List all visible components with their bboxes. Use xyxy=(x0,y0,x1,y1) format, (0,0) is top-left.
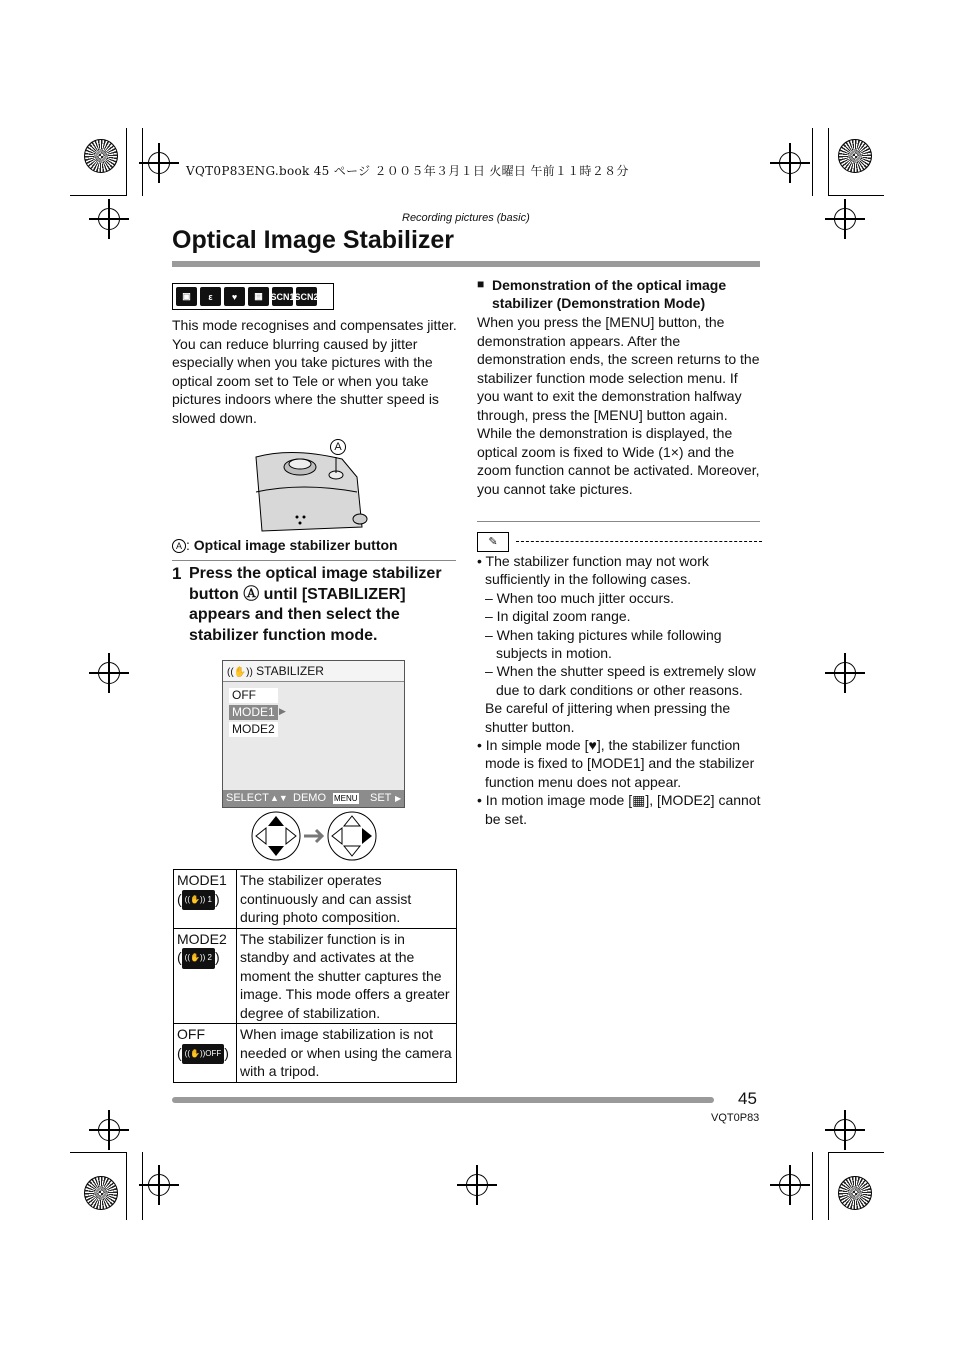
divider xyxy=(477,521,760,522)
cursor-pad-illustration xyxy=(250,810,380,862)
list-item: – When the shutter speed is extremely slow due to dark conditions or other reasons. xyxy=(485,663,756,698)
chevron-right-icon: ▶ xyxy=(279,706,286,716)
table-row xyxy=(174,928,457,1024)
notes-list xyxy=(477,552,762,828)
notes-dashed-rule xyxy=(516,541,762,542)
color-rose-mark xyxy=(84,139,118,173)
description-cell: When image stabilization is not needed or when using the camera with a tripod. xyxy=(237,1024,457,1083)
applicable-modes xyxy=(172,283,334,310)
menu-header xyxy=(223,661,404,682)
up-down-icon: ▲▼ xyxy=(270,793,288,803)
stabilizer-menu-screen xyxy=(222,660,405,808)
document-code: VQT0P83 xyxy=(711,1112,760,1124)
camera-icon: ▣ xyxy=(176,287,197,306)
camera-illustration xyxy=(252,437,372,533)
registration-mark xyxy=(834,1119,856,1141)
simple-mode-icon: ♥ xyxy=(588,737,597,754)
square-bullet-icon: ■ xyxy=(477,277,485,291)
demo-text: When you press the [MENU] button, the demonstration appears. After the demonstration ends, the screen returns to the stabilizer function mode selection menu. If you want to exit the demonstration halfway through, press the [MENU] button again. While the demonstration is displayed, the optical zoom is fixed to Wide (1×) and the zoom function cannot be activated. Moreover, you cannot take pictures. xyxy=(477,314,760,497)
table-row xyxy=(174,1024,457,1083)
registration-mark xyxy=(779,1174,801,1196)
economy-icon: ε xyxy=(200,287,221,306)
color-rose-mark xyxy=(838,1176,872,1210)
divider xyxy=(172,560,456,561)
scene1-icon: SCN1 xyxy=(272,287,293,306)
registration-mark xyxy=(834,662,856,684)
page-number: 45 xyxy=(738,1089,757,1108)
registration-mark xyxy=(779,152,801,174)
motion-image-icon: ▦ xyxy=(632,792,646,809)
intro-text: This mode recognises and compensates jitter. You can reduce blurring caused by jitter especially when you take pictures with the optical zoom set to Tele or when you take pictures indoors where the shutter speed is slowed down. xyxy=(172,317,457,426)
list-item: Be careful of jittering when pressing the shutter button. xyxy=(485,700,731,735)
table-row xyxy=(174,870,457,929)
mode-table xyxy=(173,869,457,1083)
demo-label: DEMO xyxy=(293,792,326,804)
simple-mode-icon: ♥ xyxy=(224,287,245,306)
title-rule xyxy=(172,261,760,267)
step-text: Press the optical image stabilizer button Ⓐ until [STABILIZER] appears and then select the stabilizer function mode. xyxy=(189,565,442,644)
step-number: 1 xyxy=(172,564,182,583)
stabilizer-off-icon: ((✋))OFF xyxy=(182,1044,225,1065)
registration-mark xyxy=(98,208,120,230)
menu-title: STABILIZER xyxy=(256,664,324,678)
mode-cell: MODE2 ( ((✋)) 2 ) xyxy=(174,928,237,1024)
print-header: VQT0P83ENG.book 45 ページ ２００５年３月１日 火曜日 午前１１時２８分 xyxy=(186,164,629,178)
menu-option-off[interactable]: OFF xyxy=(229,688,278,703)
footer-rule xyxy=(172,1097,714,1103)
list-item: – When taking pictures while following subjects in motion. xyxy=(485,626,722,662)
list-item: • The stabilizer function may not work sufficiently in the following cases. xyxy=(477,553,709,588)
menu-footer xyxy=(223,790,404,807)
figure-marker: A xyxy=(330,439,346,455)
chevron-right-icon: ▶ xyxy=(395,794,402,803)
running-title: Recording pictures (basic) xyxy=(402,212,530,224)
registration-mark xyxy=(148,1174,170,1196)
figure-caption: A : Optical image stabilizer button xyxy=(172,537,398,553)
menu-option-mode1[interactable]: MODE1 xyxy=(229,705,278,720)
registration-mark xyxy=(98,1119,120,1141)
menu-button-icon: MENU xyxy=(334,794,358,803)
color-rose-mark xyxy=(84,1176,118,1210)
stabilizer-mode1-icon: ((✋)) 1 xyxy=(182,890,215,911)
registration-mark xyxy=(834,208,856,230)
color-rose-mark xyxy=(838,139,872,173)
stabilizer-mode2-icon: ((✋)) 2 xyxy=(182,948,215,969)
description-cell: The stabilizer function is in standby and activates at the moment the shutter captures the image. This mode offers a greater degree of stabilization. xyxy=(237,928,457,1024)
caption-text: Optical image stabilizer button xyxy=(193,537,398,553)
registration-mark xyxy=(98,662,120,684)
stabilizer-icon: ((✋)) xyxy=(227,667,253,678)
page-title: Optical Image Stabilizer xyxy=(172,226,455,254)
description-cell: The stabilizer operates continuously and can assist during photo composition. xyxy=(237,870,457,929)
caption-marker: A xyxy=(172,539,186,553)
select-label: SELECT xyxy=(226,792,269,804)
notes-icon: ✎ xyxy=(477,532,509,552)
list-item: – In digital zoom range. xyxy=(485,608,631,625)
mode-cell: MODE1 ( ((✋)) 1 ) xyxy=(174,870,237,929)
registration-mark xyxy=(466,1174,488,1196)
scene2-icon: SCN2 xyxy=(296,287,317,306)
list-item: • In motion image mode [▦], [MODE2] cannot be set. xyxy=(477,792,761,827)
mode-cell: OFF ( ((✋))OFF ) xyxy=(174,1024,237,1083)
menu-option-mode2[interactable]: MODE2 xyxy=(229,722,278,737)
list-item: – When too much jitter occurs. xyxy=(485,589,675,606)
list-item: • In simple mode [♥], the stabilizer function mode is fixed to [MODE1] and the stabilizer function menu does not appear. xyxy=(477,737,755,790)
registration-mark xyxy=(148,152,170,174)
demo-heading: Demonstration of the optical image stabilizer (Demonstration Mode) xyxy=(492,277,727,311)
motion-image-icon: ▦ xyxy=(248,287,269,306)
set-label: SET xyxy=(370,792,392,804)
